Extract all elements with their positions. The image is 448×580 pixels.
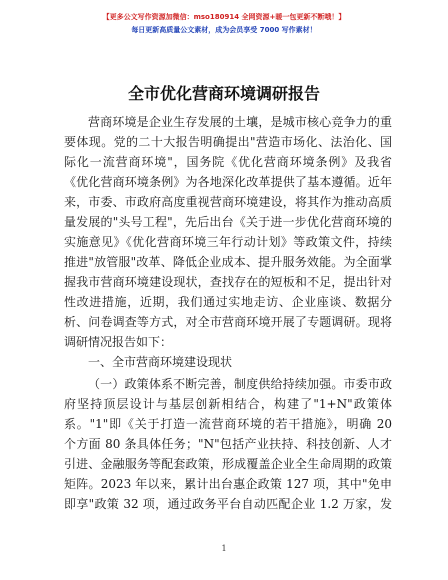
page-number: 1 bbox=[221, 544, 227, 553]
body-line: 矩阵。2023 年以来，累计出台惠企政策 127 项，其中"免申 bbox=[64, 477, 392, 491]
body-line: 引进、金融服务等配套政策，形成覆盖企业全生命周期的政策 bbox=[64, 457, 392, 471]
body-line: 析、问卷调查等方式，对全市营商环境开展了专题调研。现将 bbox=[64, 315, 392, 329]
body-line: 实施意见》《优化营商环境三年行动计划》等政策文件，持续 bbox=[64, 235, 392, 249]
body-line: 个方面 80 条具体任务；"N"包括产业扶持、科技创新、人才 bbox=[64, 437, 392, 451]
body-line: 府坚持顶层设计与基层创新相结合，构建了"1+N"政策体 bbox=[64, 397, 392, 411]
body-line: 系。"1"即《关于打造一流营商环境的若干措施》，明确 20 bbox=[64, 417, 392, 431]
body-line: 《优化营商环境条例》为各地深化改革提供了基本遵循。近年 bbox=[64, 175, 392, 189]
promo-banner-line-1: 【更多公文写作资源加微信：mso180914 全网资源+暖一包更新不断哦！】 bbox=[102, 13, 346, 21]
body-line: 握我市营商环境建设现状，查找存在的短板和不足，提出针对 bbox=[64, 275, 392, 289]
section-heading: 一、全市营商环境建设现状 bbox=[88, 355, 233, 369]
body-line: （一）政策体系不断完善，制度供给持续加强。市委市政 bbox=[88, 377, 392, 391]
body-line: 即享"政策 32 项，通过政务平台自动匹配企业 1.2 万家，发 bbox=[64, 497, 392, 511]
body-line: 营商环境是企业生存发展的土壤，是城市核心竞争力的重 bbox=[88, 115, 392, 129]
document-title: 全市优化营商环境调研报告 bbox=[127, 84, 320, 103]
body-line: 际化一流营商环境"，国务院《优化营商环境条例》及我省 bbox=[64, 155, 392, 169]
body-line: 量发展的"头号工程"，先后出台《关于进一步优化营商环境的 bbox=[64, 215, 392, 229]
body-line: 性改进措施，近期，我们通过实地走访、企业座谈、数据分 bbox=[64, 295, 392, 309]
promo-banner-line-2: 每日更新高质量公文素材，成为会员享受 7000 写作素材！ bbox=[131, 26, 317, 34]
body-line: 推进"放管服"改革、降低企业成本、提升服务效能。为全面掌 bbox=[64, 255, 392, 269]
body-line-last: 调研情况报告如下： bbox=[64, 335, 173, 349]
body-line: 来，市委、市政府高度重视营商环境建设，将其作为推动高质 bbox=[64, 195, 392, 209]
body-line: 要体现。党的二十大报告明确提出"营造市场化、法治化、国 bbox=[64, 135, 392, 149]
